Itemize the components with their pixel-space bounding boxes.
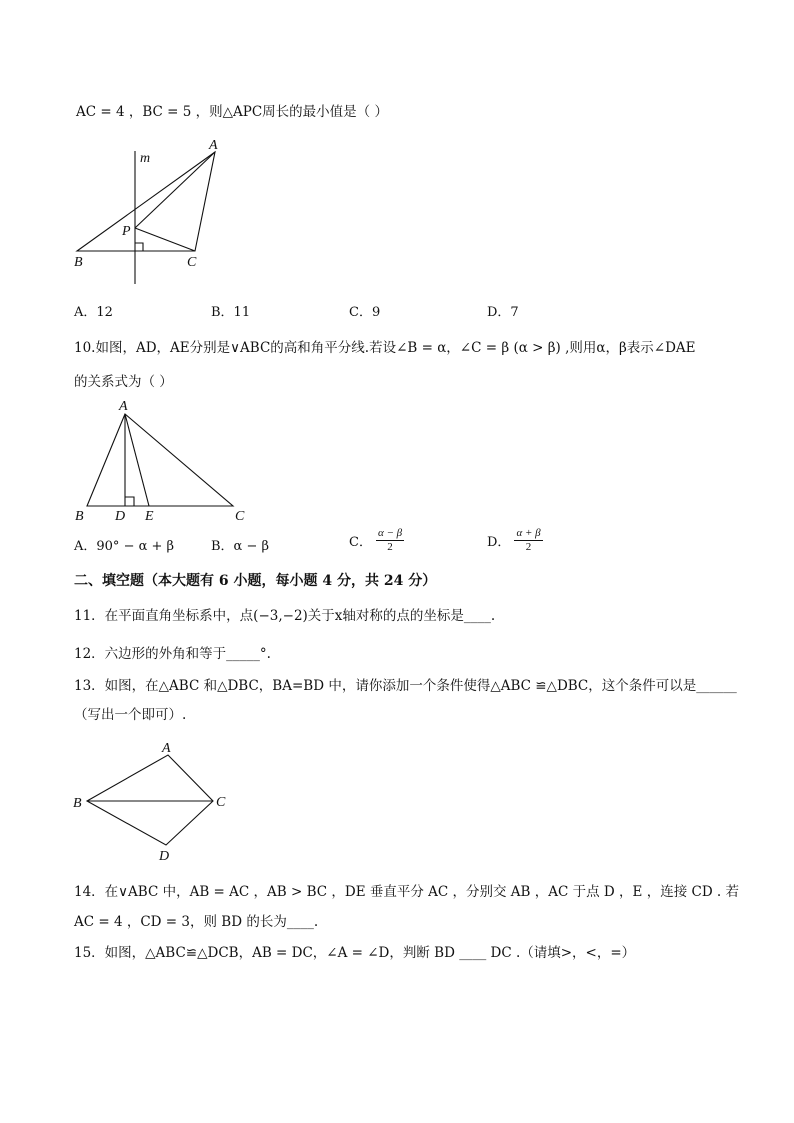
label-a: A — [162, 741, 171, 756]
q11: 11．在平面直角坐标系中，点(−3,−2)关于x轴对称的点的坐标是____. — [74, 608, 496, 624]
label-b: B — [74, 255, 83, 270]
q9-option-d: D．7 — [487, 305, 519, 320]
segment-pc — [135, 228, 195, 251]
q15: 15．如图，△ABC≌△DCB，AB = DC，∠A = ∠D，判断 BD ____ DC .（请填>，<，=） — [74, 945, 636, 961]
label-d: D — [159, 849, 170, 864]
fraction-numerator: α + β — [516, 527, 541, 539]
q10-option-a: A．90° − α + β — [74, 539, 175, 554]
q9-option-c: C．9 — [349, 305, 381, 320]
triangle-abc — [77, 152, 215, 251]
fraction-numerator: α − β — [377, 527, 403, 539]
quadrilateral-abdc — [87, 755, 213, 845]
right-angle-mark — [135, 243, 143, 251]
q13-figure — [65, 735, 240, 867]
q10-figure — [70, 396, 255, 528]
q10-option-d — [487, 527, 543, 554]
q10-option-c-label: C． — [349, 535, 372, 550]
q9-stem: AC = 4 ，BC = 5 ，则△APC周长的最小值是（ ） — [76, 104, 388, 120]
q10-option-c — [349, 527, 404, 554]
label-a: A — [119, 399, 128, 414]
q13-line2: （写出一个即可）. — [74, 707, 187, 723]
q10-option-d-label: D． — [487, 535, 511, 550]
fraction-denominator: 2 — [387, 541, 393, 553]
label-b: B — [73, 796, 82, 811]
q10-line1: 10.如图，AD，AE分别是∨ABC的高和角平分线.若设∠B = α，∠C = β (α > β) ,则用α，β表示∠DAE — [74, 340, 696, 356]
right-angle-mark — [125, 497, 134, 506]
q10-option-d-fraction — [514, 527, 542, 554]
label-d: D — [115, 509, 126, 524]
triangle-abc — [87, 414, 233, 506]
q14-line2: AC = 4 ，CD = 3，则 BD 的长为____. — [74, 914, 319, 930]
label-c: C — [187, 255, 197, 270]
label-b: B — [75, 509, 84, 524]
q10-option-c-fraction — [376, 527, 404, 554]
fraction-denominator: 2 — [525, 541, 532, 553]
q13-line1: 13．如图，在△ABC 和△DBC，BA=BD 中，请你添加一个条件使得△ABC ≌△DBC，这个条件可以是______ — [74, 678, 737, 694]
label-c: C — [216, 795, 226, 810]
section-heading: 二、填空题（本大题有 6 小题，每小题 4 分，共 24 分） — [74, 573, 437, 589]
q12: 12．六边形的外角和等于_____°. — [74, 646, 271, 662]
q10-line2: 的关系式为（ ） — [74, 374, 173, 390]
q9-figure — [60, 135, 240, 295]
q9-option-a: A．12 — [74, 305, 113, 320]
label-c: C — [235, 509, 245, 524]
q10-option-b: B．α − β — [211, 539, 270, 554]
label-e: E — [145, 509, 154, 524]
label-p: P — [122, 224, 131, 239]
q9-option-b: B．11 — [211, 305, 251, 320]
q14-line1: 14．在∨ABC 中，AB = AC ，AB > BC ，DE 垂直平分 AC ，分别交 AB ，AC 于点 D ，E ，连接 CD . 若 — [74, 884, 740, 900]
label-m: m — [140, 151, 151, 166]
bisector-ae — [125, 414, 149, 506]
label-a: A — [209, 138, 218, 153]
